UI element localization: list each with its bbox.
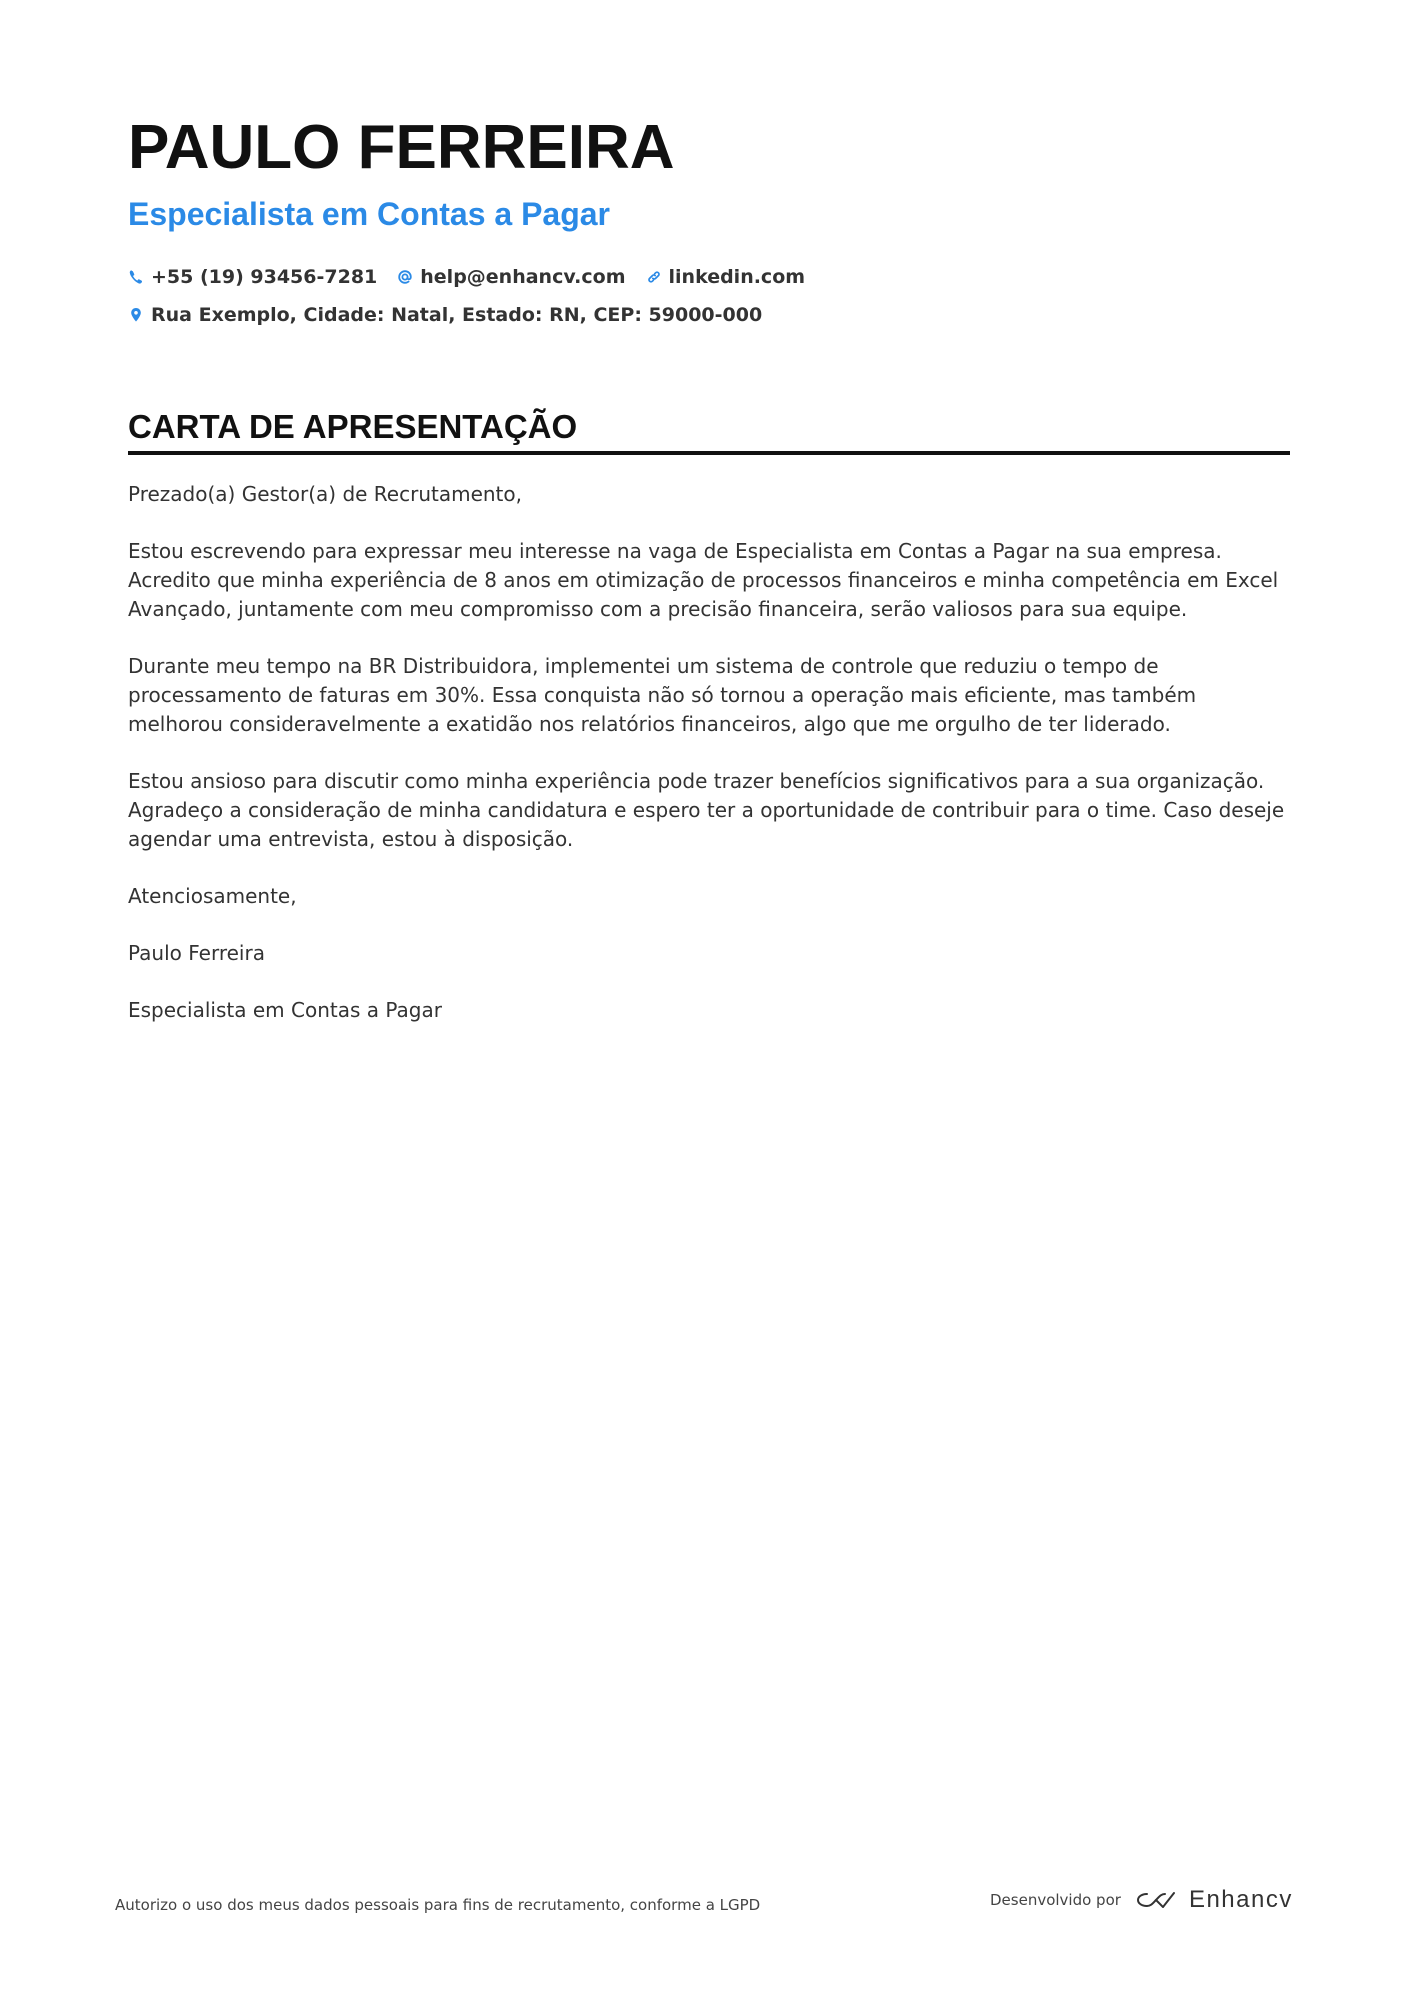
email-text[interactable]: help@enhancv.com — [420, 266, 626, 288]
phone-contact — [128, 266, 377, 288]
paragraph: Estou escrevendo para expressar meu interesse na vaga de Especialista em Contas a Pagar na sua empresa. Acredito que minha experiência de 8 anos em otimização de processos financeiros e minha competência em Excel Avançado, juntamente com meu compromisso com a precisão financeira, serão valiosos para sua equipe. — [128, 539, 1279, 621]
signature-title: Especialista em Contas a Pagar — [128, 998, 442, 1022]
candidate-role: Especialista em Contas a Pagar — [128, 196, 610, 232]
email-contact[interactable] — [397, 266, 625, 288]
linkedin-text[interactable]: linkedin.com — [668, 266, 806, 288]
powered-by-label: Desenvolvido por — [990, 1891, 1121, 1909]
contact-row-1 — [128, 258, 1290, 296]
phone-text: +55 (19) 93456-7281 — [151, 266, 378, 288]
powered-by-footer[interactable] — [990, 1886, 1293, 1914]
greeting: Prezado(a) Gestor(a) de Recrutamento, — [128, 482, 522, 506]
enhancv-logo-icon — [1133, 1888, 1179, 1912]
signature-name: Paulo Ferreira — [128, 941, 265, 965]
paragraph: Durante meu tempo na BR Distribuidora, implementei um sistema de controle que reduziu o tempo de processamento de faturas em 30%. Essa conquista não só tornou a operação mais eficiente, mas também melhorou consideravelmente a exatidão nos relatórios financeiros, algo que me orgulho de ter liderado. — [128, 654, 1197, 736]
address-text: Rua Exemplo, Cidade: Natal, Estado: RN, CEP: 59000-000 — [151, 304, 763, 326]
section-title: CARTA DE APRESENTAÇÃO — [128, 405, 1290, 455]
paragraph: Estou ansioso para discutir como minha experiência pode trazer benefícios significativos para a sua organização. Agradeço a consideração de minha candidatura e espero ter a oportunidade de contribuir para o time. Caso deseje agendar uma entrevista, estou à disposição. — [128, 769, 1285, 851]
contact-row-2 — [128, 296, 1290, 334]
candidate-name: PAULO FERREIRA — [128, 113, 675, 182]
location-pin-icon — [128, 306, 144, 324]
letter-body — [128, 480, 1290, 1053]
at-icon — [397, 268, 413, 286]
link-icon — [646, 268, 662, 286]
linkedin-contact[interactable] — [646, 266, 806, 288]
consent-footer: Autorizo o uso dos meus dados pessoais para fins de recrutamento, conforme a LGPD — [115, 1896, 761, 1914]
address-contact — [128, 304, 762, 326]
phone-icon — [128, 268, 144, 286]
closing: Atenciosamente, — [128, 884, 297, 908]
header — [128, 110, 1290, 334]
brand-name: Enhancv — [1188, 1886, 1293, 1913]
contact-info — [128, 258, 1290, 334]
